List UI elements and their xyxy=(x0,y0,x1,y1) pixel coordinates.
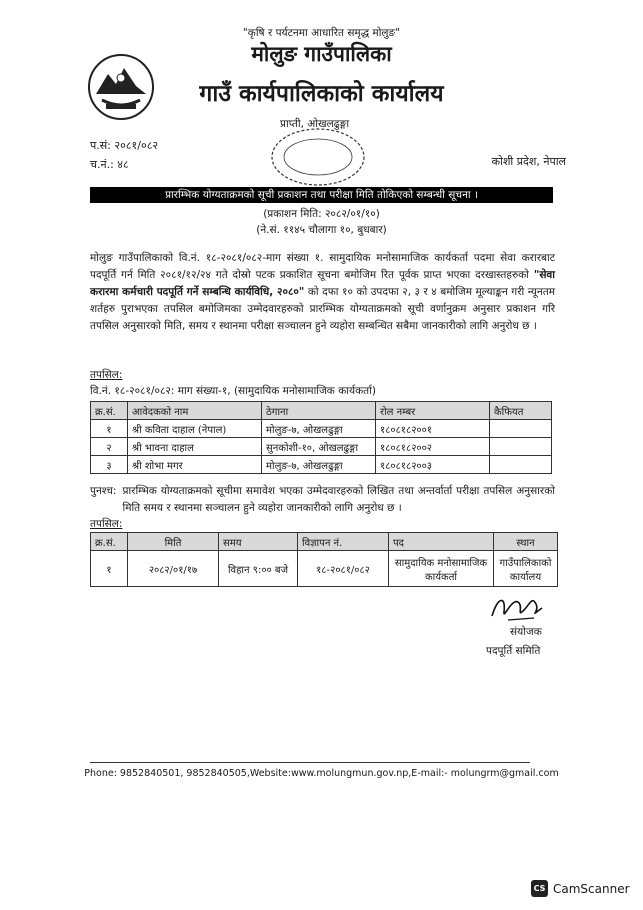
exam-schedule-table xyxy=(90,532,558,587)
row-roll: १८०८१८२००१ xyxy=(376,420,490,438)
schedule-label-2: तपसिल: xyxy=(90,518,123,530)
row-name: श्री कविता दाहाल (नेपाल) xyxy=(128,420,262,438)
notice-body-start: मोलुङ गाउँपालिकाको वि.नं. १८-२०८१/०८२-माग संख्या १. सामुदायिक मनोसामाजिक कार्यकर्ता पदमा सेवा करारबाट पदपूर्ति गर्न मिति २०८१/१२/२४ गते दोस्रो पटक प्रकाशित सूचना बमोजिम रित पूर्वक प्राप्त भएका दरखास्तहरुको xyxy=(90,252,555,281)
row-serial: ३ xyxy=(91,456,128,474)
row-remarks xyxy=(490,438,552,456)
province-label: कोशी प्रदेश, नेपाल xyxy=(491,155,566,168)
table-row xyxy=(91,420,552,438)
footer-contact: Phone: 9852840501, 9852840505,Website:www.molungmun.gov.np,E-mail:- molungrm@gmail.com xyxy=(84,768,559,779)
row-date: २०८२/०१/१७ xyxy=(128,551,219,587)
row-roll: १८०८१८२००३ xyxy=(376,456,490,474)
office-stamp-icon xyxy=(268,126,368,188)
col-time: समय xyxy=(219,533,298,551)
tagline: "कृषि र पर्यटनमा आधारित समृद्ध मोलुङ" xyxy=(242,27,401,39)
row-address: मोलुङ-७, ओखलढुङ्गा xyxy=(262,420,376,438)
published-date: (प्रकाशन मिति: २०८२/०१/१०) xyxy=(263,208,380,220)
col-address: ठेगाना xyxy=(262,402,376,420)
schedule-label-1: तपसिल: xyxy=(90,369,123,381)
office-location: प्राप्ती, ओखलढुङ्गा xyxy=(280,118,350,130)
col-roll-number: रोल नम्बर xyxy=(376,402,490,420)
signatory-committee: पदपूर्ति समिति xyxy=(486,645,541,657)
row-serial: १ xyxy=(91,551,128,587)
row-name: श्री भावना दाहाल xyxy=(128,438,262,456)
col-remarks: कैफियत xyxy=(490,402,552,420)
row-time: विहान ९:०० बजे xyxy=(219,551,298,587)
notice-body-end: को दफा १० को उपदफा २, ३ र ४ बमोजिम मूल्याङ्कन गरी न्यूनतम शर्तहरु पुराभएका तपसिल बमोजिमका उम्मेदवारहरुको प्रारम्भिक योग्यताक्रमको सूची वर्णानुक्रम अनुसार प्रकाशन गरि तपसिल अनुसारको मिति, समय र स्थानमा परीक्षा सञ्चालन हुने व्यहोरा सम्बन्धित सबैमा जानकारीको लागि अनुरोध छ । xyxy=(90,286,555,332)
candidate-table xyxy=(90,401,552,474)
table-row xyxy=(91,551,558,587)
col-post: पद xyxy=(389,533,494,551)
exam-table-header xyxy=(91,533,558,551)
row-ad-number: १८-२०८१/०८२ xyxy=(298,551,389,587)
row-venue: गाउँपालिकाको कार्यालय xyxy=(494,551,558,587)
nepal-sambat-date: (ने.सं. ११४५ चौलागा १०, बुधबार) xyxy=(256,224,387,236)
postscript-note xyxy=(90,483,555,517)
col-date: मिति xyxy=(128,533,219,551)
camscanner-watermark xyxy=(531,880,630,897)
camscanner-logo-icon: CS xyxy=(531,880,548,897)
col-venue: स्थान xyxy=(494,533,558,551)
camscanner-label: CamScanner xyxy=(553,881,630,896)
candidate-table-header xyxy=(91,402,552,420)
signatory-role: संयोजक xyxy=(510,626,542,638)
row-serial: १ xyxy=(91,420,128,438)
row-address: सुनकोशी-१०, ओखलढुङ्गा xyxy=(262,438,376,456)
notice-body-bold: "सेवा करारमा कर्मचारी पदपूर्ति गर्ने सम्बन्धि कार्यविधि, २०८०" xyxy=(90,269,555,298)
row-post: सामुदायिक मनोसामाजिक कार्यकर्ता xyxy=(389,551,494,587)
row-address: मोलुङ-७, ओखलढुङ्गा xyxy=(262,456,376,474)
table-row xyxy=(91,438,552,456)
row-serial: २ xyxy=(91,438,128,456)
row-remarks xyxy=(490,420,552,438)
row-roll: १८०८१८२००२ xyxy=(376,438,490,456)
reference-number: प.सं: २०८१/०८२ xyxy=(90,139,159,152)
signature-icon xyxy=(488,590,546,626)
postscript-text: प्रारम्भिक योग्यताक्रमको सूचीमा समावेश भएका उम्मेदवारहरुको लिखित तथा अन्तर्वार्ता परीक्षा तपसिल अनुसारको मिति समय र स्थानमा सञ्चालन हुने व्यहोरा जानकारीको लागि अनुरोध छ । xyxy=(122,485,555,514)
col-ad-number: विज्ञापन नं. xyxy=(298,533,389,551)
col-applicant-name: आवेदकको नाम xyxy=(128,402,262,420)
nepal-emblem-icon xyxy=(86,52,156,122)
dispatch-number: च.नं.: ४८ xyxy=(90,158,129,171)
col-serial: क्र.सं. xyxy=(91,533,128,551)
footer-divider xyxy=(90,762,530,763)
notice-title: प्रारम्भिक योग्यताक्रमको सूची प्रकाशन तथा परीक्षा मिति तोकिएको सम्बन्धी सूचना । xyxy=(90,187,553,203)
row-remarks xyxy=(490,456,552,474)
org-name: मोलुङ गाउँपालिका xyxy=(251,42,392,66)
postscript-label: पुनश्च: xyxy=(90,485,117,497)
row-name: श्री शोभा मगर xyxy=(128,456,262,474)
table-row xyxy=(91,456,552,474)
office-name: गाउँ कार्यपालिकाको कार्यालय xyxy=(199,81,444,107)
notice-body xyxy=(90,250,555,335)
col-serial: क्र.सं. xyxy=(91,402,128,420)
vacancy-subtitle: वि.नं. १८-२०८१/०८२: माग संख्या-१, (सामुदायिक मनोसामाजिक कार्यकर्ता) xyxy=(90,385,376,397)
